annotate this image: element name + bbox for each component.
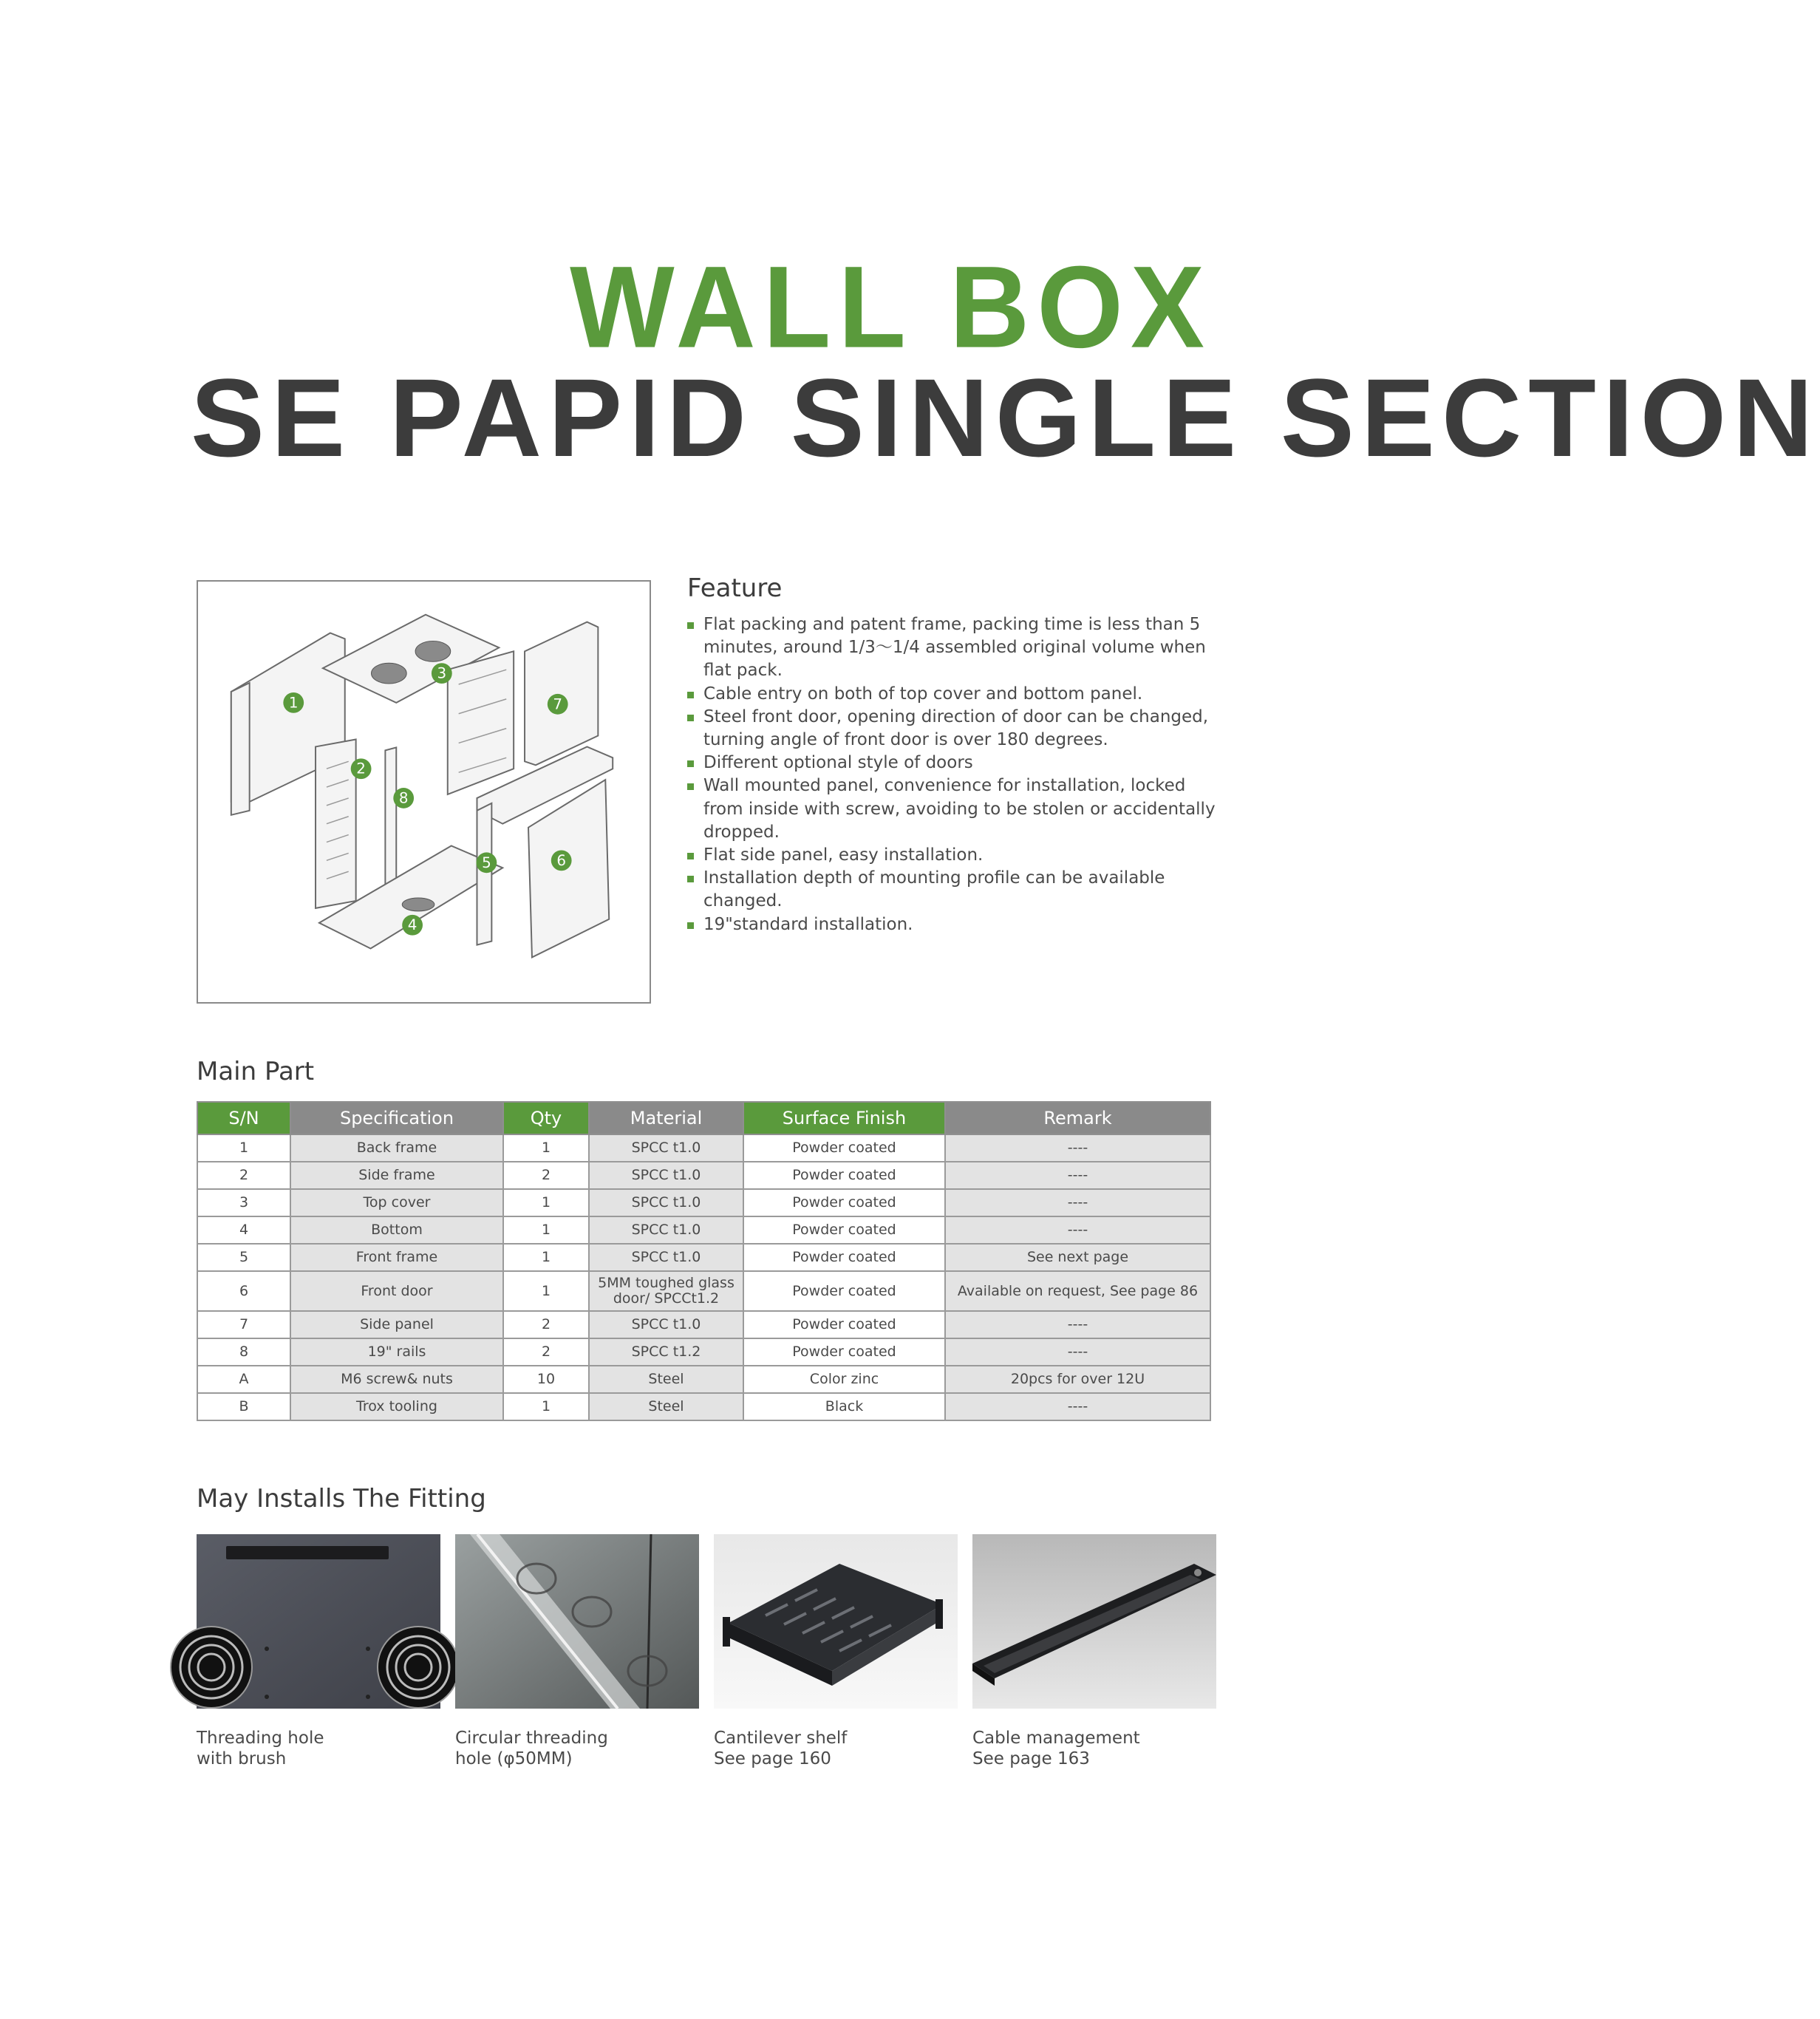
fitting-caption-line: hole (φ50MM) [455,1749,573,1768]
fitting-caption-line: Circular threading [455,1729,608,1748]
callout-4: 4 [407,916,417,934]
table-cell: See next page [945,1244,1210,1271]
table-cell: ---- [945,1338,1210,1366]
feature-item: Cable entry on both of top cover and bottom panel. [687,683,1219,706]
table-cell: SPCC t1.0 [589,1162,743,1189]
callout-5: 5 [482,854,491,871]
table-cell: Powder coated [743,1162,945,1189]
main-part-heading: Main Part [197,1057,315,1086]
table-cell: Front frame [290,1244,503,1271]
table-row [197,1244,1210,1271]
feature-item: Flat side panel, easy installation. [687,844,1219,867]
table-cell: Powder coated [743,1311,945,1338]
fitting-caption [197,1728,440,1769]
table-cell: Powder coated [743,1189,945,1216]
table-cell: 1 [503,1244,589,1271]
table-cell: 5 [197,1244,290,1271]
exploded-diagram-illustration [198,582,650,1002]
table-cell: Powder coated [743,1134,945,1162]
table-cell: 1 [503,1393,589,1420]
table-cell: Bottom [290,1216,503,1244]
table-cell: Powder coated [743,1338,945,1366]
table-cell: 2 [503,1338,589,1366]
feature-item: Flat packing and patent frame, packing time is less than 5 minutes, around 1/3～1/4 assembled original volume when flat pack. [687,613,1219,683]
table-cell: Steel [589,1366,743,1393]
column-header: Remark [945,1102,1210,1134]
fitting-caption-line: See page 160 [714,1749,831,1768]
callout-2: 2 [356,760,366,777]
fittings-heading: May Installs The Fitting [197,1484,486,1514]
table-cell: ---- [945,1311,1210,1338]
column-header: Surface Finish [743,1102,945,1134]
feature-item: Steel front door, opening direction of door can be changed, turning angle of front door is over 180 degrees. [687,706,1219,752]
table-cell: SPCC t1.0 [589,1134,743,1162]
table-cell: 6 [197,1271,290,1311]
fitting-caption [714,1728,958,1769]
table-cell: Back frame [290,1134,503,1162]
table-row [197,1134,1210,1162]
table-row [197,1189,1210,1216]
table-cell: Color zinc [743,1366,945,1393]
table-cell: Powder coated [743,1244,945,1271]
table-cell: Side panel [290,1311,503,1338]
table-cell: B [197,1393,290,1420]
table-cell: Side frame [290,1162,503,1189]
fitting-caption-line: Threading hole [197,1729,324,1748]
feature-item: Installation depth of mounting profile can be available changed. [687,867,1219,913]
table-cell: 4 [197,1216,290,1244]
table-cell: 2 [503,1162,589,1189]
table-cell: Top cover [290,1189,503,1216]
table-cell: SPCC t1.0 [589,1311,743,1338]
table-cell: 5MM toughed glass door/ SPCCt1.2 [589,1271,743,1311]
column-header: Specification [290,1102,503,1134]
table-cell: Powder coated [743,1271,945,1311]
table-cell: ---- [945,1162,1210,1189]
exploded-diagram [197,580,651,1004]
column-header: Material [589,1102,743,1134]
table-cell: M6 screw& nuts [290,1366,503,1393]
table-cell: SPCC t1.0 [589,1189,743,1216]
table-row [197,1311,1210,1338]
cantilever-shelf-photo [714,1534,958,1709]
table-cell: Steel [589,1393,743,1420]
table-cell: 8 [197,1338,290,1366]
column-header: S/N [197,1102,290,1134]
callout-8: 8 [398,789,409,807]
table-cell: 19" rails [290,1338,503,1366]
column-header: Qty [503,1102,589,1134]
table-row [197,1216,1210,1244]
fitting-card-cable-management [972,1534,1216,1769]
table-cell: Black [743,1393,945,1420]
fitting-caption-line: Cable management [972,1729,1140,1748]
fitting-card-cantilever-shelf [714,1534,958,1769]
table-cell: 2 [503,1311,589,1338]
table-cell: SPCC t1.2 [589,1338,743,1366]
main-part-table [197,1101,1211,1421]
table-cell: ---- [945,1393,1210,1420]
page-subtitle: SE PAPID SINGLE SECTION [191,355,1820,480]
table-cell: ---- [945,1134,1210,1162]
table-cell: 7 [197,1311,290,1338]
fitting-caption-line: Cantilever shelf [714,1729,848,1748]
fitting-caption-line: with brush [197,1749,287,1768]
fitting-card-threading-hole [197,1534,440,1769]
table-cell: SPCC t1.0 [589,1216,743,1244]
table-cell: Powder coated [743,1216,945,1244]
fitting-caption [972,1728,1216,1769]
table-row [197,1162,1210,1189]
table-cell: 1 [197,1134,290,1162]
threading-hole-photo [197,1534,440,1709]
table-cell: Trox tooling [290,1393,503,1420]
table-cell: ---- [945,1189,1210,1216]
table-header-row [197,1102,1210,1134]
table-row [197,1271,1210,1311]
callout-3: 3 [437,664,447,682]
fitting-card-circular-hole [455,1534,699,1769]
feature-heading: Feature [687,573,783,603]
callout-6: 6 [556,851,567,869]
table-cell: 1 [503,1134,589,1162]
table-cell: 2 [197,1162,290,1189]
feature-item: Different optional style of doors [687,752,1219,774]
callout-1: 1 [288,694,299,712]
feature-item: 19"standard installation. [687,913,1219,936]
table-cell: 10 [503,1366,589,1393]
table-row [197,1393,1210,1420]
page-title: WALL BOX [570,241,1212,372]
table-cell: SPCC t1.0 [589,1244,743,1271]
table-cell: A [197,1366,290,1393]
table-cell: ---- [945,1216,1210,1244]
fitting-caption [455,1728,699,1769]
cable-management-photo [972,1534,1216,1709]
table-cell: 1 [503,1271,589,1311]
table-cell: 3 [197,1189,290,1216]
table-cell: Available on request, See page 86 [945,1271,1210,1311]
table-cell: 20pcs for over 12U [945,1366,1210,1393]
table-cell: Front door [290,1271,503,1311]
feature-list [687,613,1219,936]
table-row [197,1338,1210,1366]
fitting-caption-line: See page 163 [972,1749,1090,1768]
circular-hole-photo [455,1534,699,1709]
feature-item: Wall mounted panel, convenience for installation, locked from inside with screw, avoiding to be stolen or accidentally dropped. [687,774,1219,844]
table-cell: 1 [503,1216,589,1244]
table-cell: 1 [503,1189,589,1216]
callout-7: 7 [553,695,563,713]
table-row [197,1366,1210,1393]
